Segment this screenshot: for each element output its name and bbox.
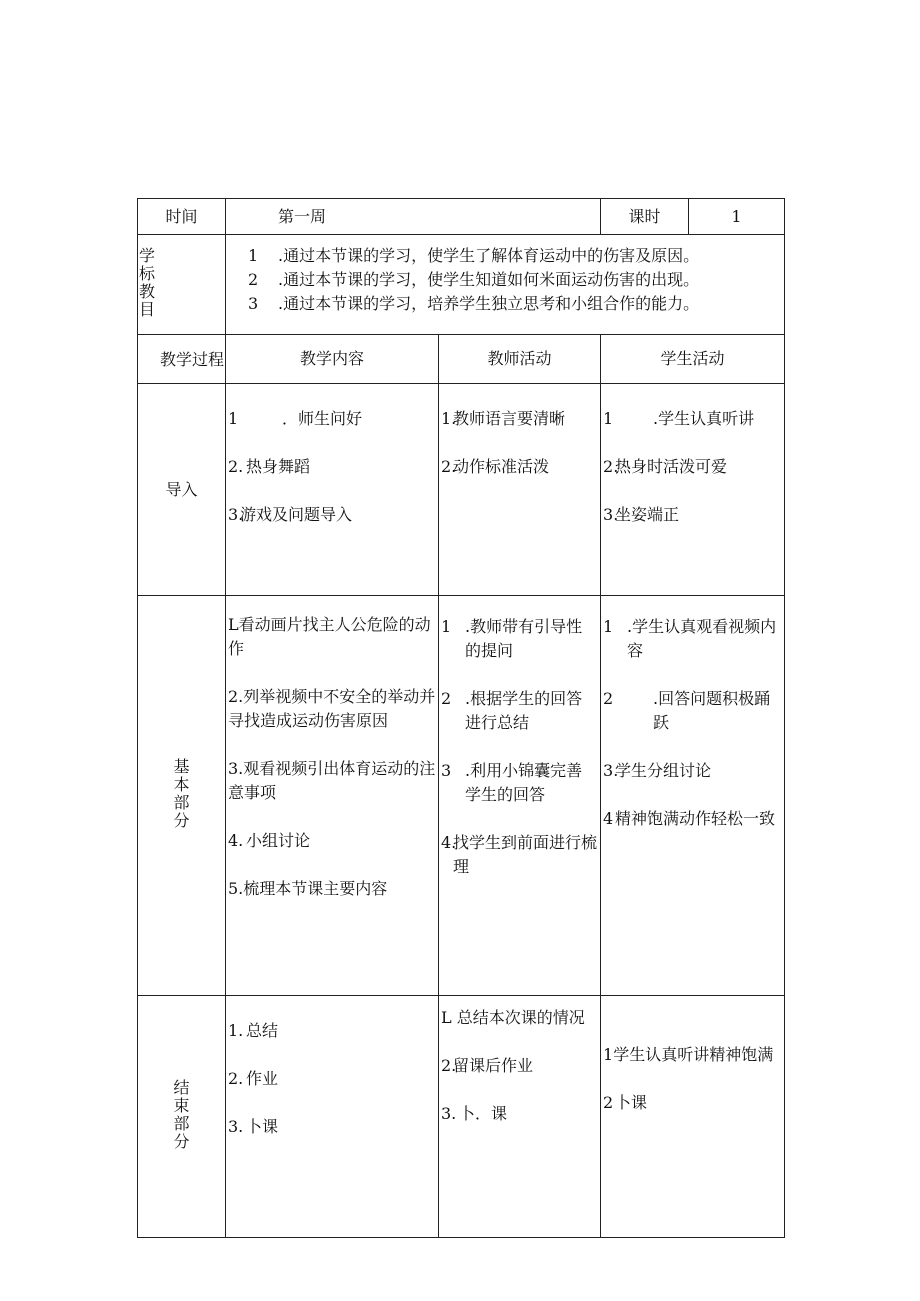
goal-item: 1 .通过本节课的学习，使学生了解体育运动中的伤害及原因。: [248, 246, 700, 265]
goals-row: [138, 235, 785, 335]
list-item: 5.梳理本节课主要内容: [228, 879, 388, 898]
content-header: 教学内容: [226, 335, 439, 384]
intro-student-cell: [601, 384, 785, 596]
header-row: [138, 199, 785, 235]
student-header: 学生活动: [601, 335, 785, 384]
list-item: 2. 留课后作业: [441, 1056, 534, 1075]
basic-label: 基本部分: [173, 757, 190, 830]
list-item: 4. 找学生到前面进行梳理: [441, 833, 598, 876]
list-item: 3. 坐姿端正: [603, 505, 680, 524]
ending-label-cell: [138, 996, 226, 1238]
list-item: 2. 动作标准活泼: [441, 457, 550, 476]
ending-label: 结束部分: [173, 1078, 190, 1151]
goal-item: 2 .通过本节课的学习，使学生知道如何米面运动伤害的出现。: [248, 270, 700, 289]
list-item: L看动画片找主人公危险的动作: [228, 615, 431, 658]
list-item: 1 .学生认真观看视频内容: [603, 617, 777, 660]
intro-content-cell: [226, 384, 439, 596]
intro-row: [138, 384, 785, 596]
ending-teacher-cell: [439, 996, 601, 1238]
hours-value: 1: [689, 199, 785, 235]
list-item: 2 卜课: [603, 1093, 648, 1112]
lesson-plan-table: [137, 198, 785, 1238]
basic-row: [138, 596, 785, 996]
list-item: L 总结本次课的情况: [441, 1008, 585, 1027]
list-item: 1 .教师带有引导性的提问: [441, 617, 583, 660]
list-item: 3. 学生分组讨论: [603, 761, 712, 780]
ending-student-cell: [601, 996, 785, 1238]
list-item: 1 ．师生问好: [228, 409, 363, 428]
list-item: 2 .根据学生的回答进行总结: [441, 689, 583, 732]
process-header: 教学过程: [138, 335, 226, 384]
list-item: 3.观看视频引出体育运动的注意事项: [228, 759, 436, 802]
basic-teacher-cell: [439, 596, 601, 996]
list-item: 2. 作业: [228, 1069, 279, 1088]
list-item: 1学生认真听讲精神饱满: [603, 1045, 774, 1064]
ending-content-cell: [226, 996, 439, 1238]
goal-item: 3 .通过本节课的学习，培养学生独立思考和小组合作的能力。: [248, 294, 700, 313]
hours-label: 课时: [601, 199, 689, 235]
intro-teacher-cell: [439, 384, 601, 596]
teacher-header: 教师活动: [439, 335, 601, 384]
list-item: 4 精神饱满动作轻松一致: [603, 809, 776, 828]
list-item: 1 .学生认真听讲: [603, 409, 755, 428]
list-item: 2. 热身时活泼可爱: [603, 457, 728, 476]
list-item: 2 .回答问题积极踊跃: [603, 689, 771, 732]
ending-row: [138, 996, 785, 1238]
list-item: 4. 小组讨论: [228, 831, 311, 850]
list-item: 1. 教师语言要清晰: [441, 409, 566, 428]
list-item: 3 .利用小锦囊完善学生的回答: [441, 761, 583, 804]
column-header-row: [138, 335, 785, 384]
goals-cell: [226, 235, 785, 335]
list-item: 2.列举视频中不安全的举动并寻找造成运动伤害原因: [228, 687, 436, 730]
time-label: 时间: [138, 199, 226, 235]
week-value: 第一周: [226, 199, 601, 235]
list-item: 2. 热身舞蹈: [228, 457, 311, 476]
list-item: 3. 卜．课: [441, 1104, 508, 1123]
basic-student-cell: [601, 596, 785, 996]
list-item: 3. 游戏及问题导入: [228, 505, 353, 524]
goals-label-cell: [138, 235, 226, 335]
list-item: 3. 卜课: [228, 1117, 279, 1136]
goals-label: 学标教目: [138, 246, 155, 319]
basic-content-cell: [226, 596, 439, 996]
list-item: 1. 总结: [228, 1021, 279, 1040]
intro-label: 导入: [138, 384, 226, 596]
basic-label-cell: [138, 596, 226, 996]
